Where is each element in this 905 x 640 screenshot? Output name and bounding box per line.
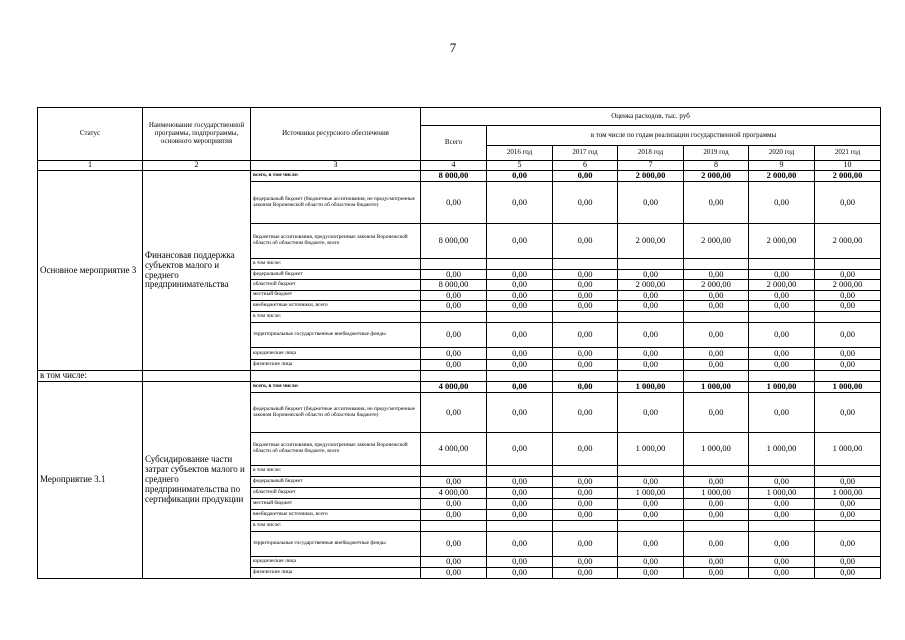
value-cell: 0,00 (618, 182, 684, 224)
value-cell: 0,00 (487, 280, 553, 290)
value-cell: 0,00 (487, 488, 553, 499)
value-cell (815, 466, 881, 477)
value-cell: 0,00 (815, 499, 881, 510)
value-cell: 4 000,00 (421, 382, 487, 393)
value-cell: 0,00 (815, 182, 881, 224)
value-cell (684, 521, 749, 532)
value-cell: 0,00 (618, 348, 684, 360)
table-row (38, 171, 881, 182)
value-cell: 0,00 (618, 270, 684, 280)
header-year: 2017 год (553, 146, 618, 161)
value-cell: 0,00 (815, 510, 881, 521)
value-cell: 0,00 (684, 532, 749, 557)
value-cell (618, 312, 684, 323)
source-cell: областной бюджет (251, 280, 421, 290)
value-cell: 0,00 (487, 499, 553, 510)
column-number: 3 (251, 161, 421, 171)
value-cell: 0,00 (553, 280, 618, 290)
value-cell: 8 000,00 (421, 280, 487, 290)
source-cell: местный бюджет (251, 290, 421, 300)
value-cell: 0,00 (749, 477, 815, 488)
value-cell: 0,00 (618, 360, 684, 371)
value-cell: 0,00 (553, 557, 618, 568)
value-cell: 0,00 (553, 499, 618, 510)
column-number: 8 (684, 161, 749, 171)
header-year: 2021 год (815, 146, 881, 161)
value-cell (487, 312, 553, 323)
value-cell (749, 466, 815, 477)
value-cell: 0,00 (487, 477, 553, 488)
empty-cell (684, 371, 749, 382)
source-cell: физические лица (251, 360, 421, 371)
source-cell: территориальные государственные внебюджетные фонды (251, 532, 421, 557)
header-year: 2016 год (487, 146, 553, 161)
value-cell: 0,00 (749, 301, 815, 312)
value-cell: 0,00 (487, 270, 553, 280)
value-cell: 0,00 (684, 301, 749, 312)
empty-cell (553, 371, 618, 382)
value-cell: 1 000,00 (749, 488, 815, 499)
value-cell: 0,00 (553, 510, 618, 521)
empty-cell (421, 371, 487, 382)
value-cell: 0,00 (421, 323, 487, 348)
value-cell: 0,00 (815, 532, 881, 557)
value-cell: 0,00 (421, 301, 487, 312)
value-cell: 8 000,00 (421, 224, 487, 259)
value-cell: 0,00 (487, 568, 553, 579)
value-cell: 1 000,00 (618, 382, 684, 393)
value-cell: 0,00 (749, 532, 815, 557)
value-cell: 0,00 (749, 360, 815, 371)
section-label: в том числе: (38, 371, 143, 382)
value-cell: 0,00 (487, 393, 553, 433)
value-cell: 0,00 (815, 568, 881, 579)
value-cell: 0,00 (749, 182, 815, 224)
value-cell (618, 259, 684, 270)
value-cell: 0,00 (487, 433, 553, 466)
value-cell: 0,00 (749, 290, 815, 300)
value-cell: 1 000,00 (749, 433, 815, 466)
value-cell: 0,00 (684, 270, 749, 280)
source-cell: внебюджетные источники, всего (251, 510, 421, 521)
source-cell: в том числе: (251, 521, 421, 532)
value-cell (749, 521, 815, 532)
value-cell: 0,00 (487, 182, 553, 224)
value-cell: 0,00 (487, 224, 553, 259)
column-number: 7 (618, 161, 684, 171)
value-cell: 1 000,00 (684, 382, 749, 393)
source-cell: бюджетные ассигнования, предусмотренные законом Воронежской области об областном бюджете, всего (251, 433, 421, 466)
value-cell: 0,00 (553, 488, 618, 499)
value-cell: 2 000,00 (749, 171, 815, 182)
value-cell: 2 000,00 (684, 224, 749, 259)
value-cell: 0,00 (487, 532, 553, 557)
value-cell (618, 466, 684, 477)
value-cell: 4 000,00 (421, 488, 487, 499)
value-cell: 0,00 (553, 382, 618, 393)
value-cell: 0,00 (684, 477, 749, 488)
value-cell: 0,00 (749, 510, 815, 521)
value-cell: 2 000,00 (749, 280, 815, 290)
empty-cell (487, 371, 553, 382)
value-cell (421, 312, 487, 323)
value-cell (618, 521, 684, 532)
value-cell: 0,00 (421, 270, 487, 280)
empty-cell (815, 371, 881, 382)
value-cell: 0,00 (749, 270, 815, 280)
value-cell: 0,00 (553, 290, 618, 300)
value-cell: 0,00 (553, 360, 618, 371)
value-cell: 0,00 (553, 171, 618, 182)
value-cell: 0,00 (684, 182, 749, 224)
source-cell: в том числе: (251, 312, 421, 323)
source-cell: всего, в том числе: (251, 171, 421, 182)
column-number: 10 (815, 161, 881, 171)
value-cell: 2 000,00 (684, 280, 749, 290)
value-cell: 8 000,00 (421, 171, 487, 182)
value-cell: 0,00 (487, 360, 553, 371)
value-cell: 2 000,00 (749, 224, 815, 259)
value-cell: 0,00 (815, 393, 881, 433)
source-cell: федеральный бюджет (251, 270, 421, 280)
source-cell: внебюджетные источники, всего (251, 301, 421, 312)
value-cell: 0,00 (684, 348, 749, 360)
value-cell: 2 000,00 (815, 280, 881, 290)
header-year: 2020 год (749, 146, 815, 161)
status-cell: Мероприятие 3.1 (38, 382, 143, 579)
value-cell: 0,00 (618, 290, 684, 300)
value-cell: 0,00 (421, 557, 487, 568)
value-cell: 0,00 (815, 290, 881, 300)
value-cell: 0,00 (618, 301, 684, 312)
value-cell: 0,00 (421, 182, 487, 224)
value-cell (553, 312, 618, 323)
value-cell: 0,00 (618, 393, 684, 433)
empty-cell (143, 371, 251, 382)
value-cell: 0,00 (487, 323, 553, 348)
value-cell: 2 000,00 (815, 224, 881, 259)
source-cell: областной бюджет (251, 488, 421, 499)
value-cell: 0,00 (815, 301, 881, 312)
value-cell: 1 000,00 (618, 488, 684, 499)
source-cell: местный бюджет (251, 499, 421, 510)
measure-name-cell: Финансовая поддержка субъектов малого и среднего предпринимательства (143, 171, 251, 371)
measure-name-cell: Субсидирование части затрат субъектов малого и среднего предпринимательства по сертификации продукции (143, 382, 251, 579)
header-status: Статус (38, 108, 143, 161)
value-cell: 0,00 (815, 477, 881, 488)
table-row (38, 382, 881, 393)
header-name: Наименование государственной программы, подпрограммы, основного мероприятия (143, 108, 251, 161)
column-number: 1 (38, 161, 143, 171)
header-year: 2018 год (618, 146, 684, 161)
value-cell (684, 466, 749, 477)
column-number: 9 (749, 161, 815, 171)
value-cell: 0,00 (421, 290, 487, 300)
header-expense: Оценка расходов, тыс. руб (421, 108, 881, 126)
value-cell: 0,00 (815, 348, 881, 360)
value-cell (684, 312, 749, 323)
value-cell: 2 000,00 (815, 171, 881, 182)
value-cell: 0,00 (684, 393, 749, 433)
value-cell: 0,00 (553, 393, 618, 433)
value-cell (749, 259, 815, 270)
value-cell: 0,00 (421, 393, 487, 433)
value-cell: 0,00 (553, 477, 618, 488)
header-total: Всего (421, 126, 487, 161)
value-cell: 0,00 (618, 323, 684, 348)
value-cell (553, 466, 618, 477)
value-cell: 0,00 (487, 290, 553, 300)
value-cell: 0,00 (421, 348, 487, 360)
value-cell: 0,00 (684, 568, 749, 579)
page-number: 7 (449, 40, 457, 55)
source-cell: всего, в том числе: (251, 382, 421, 393)
source-cell: бюджетные ассигнования, предусмотренные законом Воронежской области об областном бюджете, всего (251, 224, 421, 259)
value-cell (815, 521, 881, 532)
value-cell: 0,00 (553, 270, 618, 280)
value-cell (815, 312, 881, 323)
source-cell: территориальные государственные внебюджетные фонды (251, 323, 421, 348)
value-cell: 0,00 (815, 323, 881, 348)
section-row (38, 371, 881, 382)
source-cell: федеральный бюджет (251, 477, 421, 488)
value-cell: 0,00 (684, 557, 749, 568)
value-cell: 0,00 (749, 393, 815, 433)
column-number: 5 (487, 161, 553, 171)
value-cell: 0,00 (553, 301, 618, 312)
source-cell: в том числе: (251, 259, 421, 270)
value-cell: 0,00 (553, 568, 618, 579)
value-cell (421, 521, 487, 532)
column-number: 2 (143, 161, 251, 171)
source-cell: федеральный бюджет (бюджетные ассигнования, не предусмотренные законом Воронежской области об областном бюджете) (251, 393, 421, 433)
header-year: 2019 год (684, 146, 749, 161)
value-cell: 0,00 (815, 557, 881, 568)
value-cell: 0,00 (553, 433, 618, 466)
empty-cell (618, 371, 684, 382)
value-cell: 0,00 (421, 360, 487, 371)
value-cell (815, 259, 881, 270)
source-cell: юридические лица (251, 348, 421, 360)
value-cell: 2 000,00 (618, 224, 684, 259)
value-cell: 0,00 (421, 568, 487, 579)
value-cell: 0,00 (553, 224, 618, 259)
column-number: 4 (421, 161, 487, 171)
value-cell: 0,00 (487, 557, 553, 568)
value-cell (553, 259, 618, 270)
value-cell: 0,00 (553, 532, 618, 557)
value-cell: 0,00 (684, 499, 749, 510)
value-cell: 0,00 (487, 301, 553, 312)
value-cell: 0,00 (487, 382, 553, 393)
value-cell: 0,00 (749, 348, 815, 360)
value-cell: 2 000,00 (684, 171, 749, 182)
value-cell: 0,00 (618, 510, 684, 521)
value-cell: 0,00 (815, 270, 881, 280)
value-cell: 1 000,00 (815, 488, 881, 499)
value-cell: 0,00 (684, 360, 749, 371)
value-cell: 0,00 (553, 182, 618, 224)
value-cell (421, 466, 487, 477)
column-number: 6 (553, 161, 618, 171)
value-cell: 0,00 (487, 171, 553, 182)
source-cell: физические лица (251, 568, 421, 579)
value-cell: 1 000,00 (684, 488, 749, 499)
value-cell: 0,00 (487, 510, 553, 521)
value-cell (421, 259, 487, 270)
value-cell: 1 000,00 (618, 433, 684, 466)
value-cell: 0,00 (749, 568, 815, 579)
value-cell: 0,00 (684, 290, 749, 300)
value-cell: 1 000,00 (749, 382, 815, 393)
value-cell: 2 000,00 (618, 280, 684, 290)
value-cell: 0,00 (815, 360, 881, 371)
budget-table (37, 107, 881, 579)
value-cell: 2 000,00 (618, 171, 684, 182)
value-cell: 1 000,00 (815, 382, 881, 393)
value-cell: 0,00 (421, 499, 487, 510)
source-cell: юридические лица (251, 557, 421, 568)
value-cell: 0,00 (684, 323, 749, 348)
value-cell (749, 312, 815, 323)
value-cell: 0,00 (618, 557, 684, 568)
value-cell: 0,00 (618, 568, 684, 579)
value-cell (487, 521, 553, 532)
value-cell: 0,00 (618, 477, 684, 488)
source-cell: федеральный бюджет (бюджетные ассигнования, не предусмотренные законом Воронежской области об областном бюджете) (251, 182, 421, 224)
empty-cell (749, 371, 815, 382)
value-cell: 0,00 (421, 532, 487, 557)
status-cell: Основное мероприятие 3 (38, 171, 143, 371)
value-cell (487, 259, 553, 270)
value-cell: 1 000,00 (815, 433, 881, 466)
value-cell: 4 000,00 (421, 433, 487, 466)
header-by-years: в том числе по годам реализации государственной программы (487, 126, 881, 146)
value-cell: 0,00 (684, 510, 749, 521)
value-cell: 0,00 (487, 348, 553, 360)
value-cell: 0,00 (749, 323, 815, 348)
value-cell: 0,00 (618, 499, 684, 510)
source-cell: в том числе: (251, 466, 421, 477)
value-cell: 0,00 (553, 348, 618, 360)
value-cell: 0,00 (618, 532, 684, 557)
empty-cell (251, 371, 421, 382)
value-cell: 1 000,00 (684, 433, 749, 466)
header-source: Источники ресурсного обеспечения (251, 108, 421, 161)
value-cell (553, 521, 618, 532)
value-cell (684, 259, 749, 270)
value-cell: 0,00 (749, 499, 815, 510)
value-cell: 0,00 (421, 510, 487, 521)
value-cell (487, 466, 553, 477)
value-cell: 0,00 (749, 557, 815, 568)
value-cell: 0,00 (421, 477, 487, 488)
value-cell: 0,00 (553, 323, 618, 348)
